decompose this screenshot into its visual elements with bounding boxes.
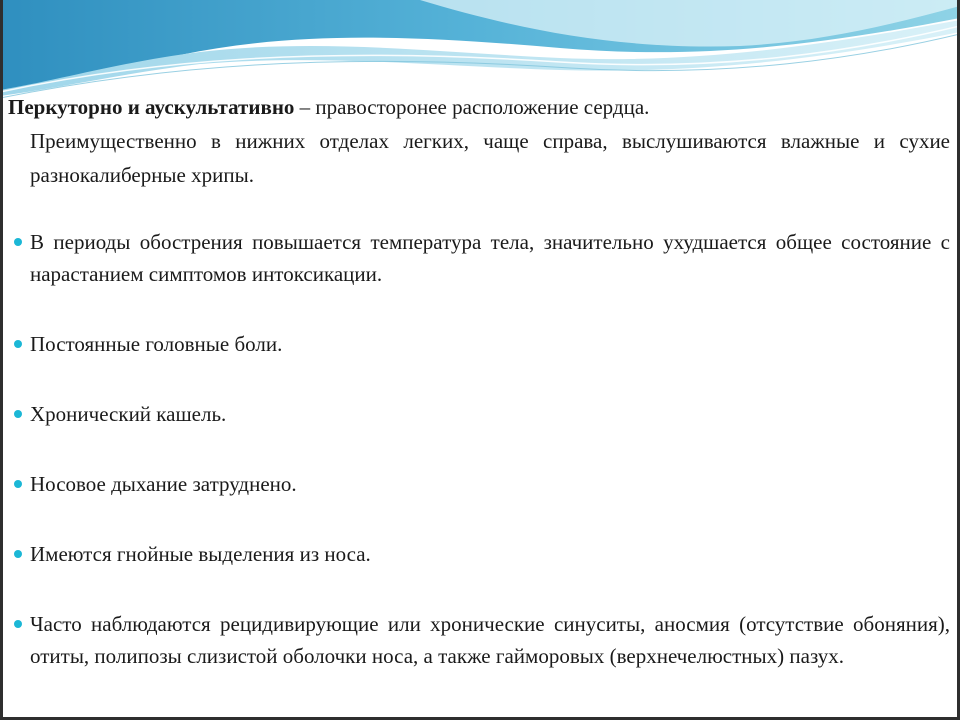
bullet-item [8, 226, 950, 290]
bullet-text: Хронический кашель. [30, 402, 227, 426]
bullet-dot-icon [14, 480, 22, 488]
frame-left-border [0, 0, 3, 720]
bullet-item [8, 328, 950, 360]
intro-dash: – [294, 95, 316, 119]
bullet-dot-icon [14, 550, 22, 558]
bullet-dot-icon [14, 340, 22, 348]
intro-text-line1: правосторонее расположение сердца. [315, 95, 650, 119]
bullet-text: Постоянные головные боли. [30, 332, 283, 356]
bullet-item [8, 398, 950, 430]
header-wave-decoration [0, 0, 960, 100]
bullet-dot-icon [14, 410, 22, 418]
bullet-item [8, 468, 950, 500]
bullet-item [8, 538, 950, 570]
intro-lead: Перкуторно и аускультативно [8, 95, 295, 119]
intro-paragraph [8, 90, 950, 192]
bullet-dot-icon [14, 238, 22, 246]
bullet-text: Имеются гнойные выделения из носа. [30, 542, 371, 566]
bullet-dot-icon [14, 620, 22, 628]
bullet-text: Носовое дыхание затруднено. [30, 472, 297, 496]
bullet-text: В периоды обострения повышается температура тела, значительно ухудшается общее состояние с нарастанием симптомов интоксикации. [30, 230, 950, 286]
bullet-text: Часто наблюдаются рецидивирующие или хронические синуситы, аносмия (отсутствие обоняния), отиты, полипозы слизистой оболочки носа, а также гайморовых (верхнечелюстных) пазух. [30, 612, 950, 668]
bullet-list [8, 226, 950, 672]
bullet-item [8, 608, 950, 672]
slide-body [8, 90, 950, 672]
intro-text-rest: Преимущественно в нижних отделах легких, чаще справа, выслушиваются влажные и сухие разнокалиберные хрипы. [30, 129, 950, 187]
